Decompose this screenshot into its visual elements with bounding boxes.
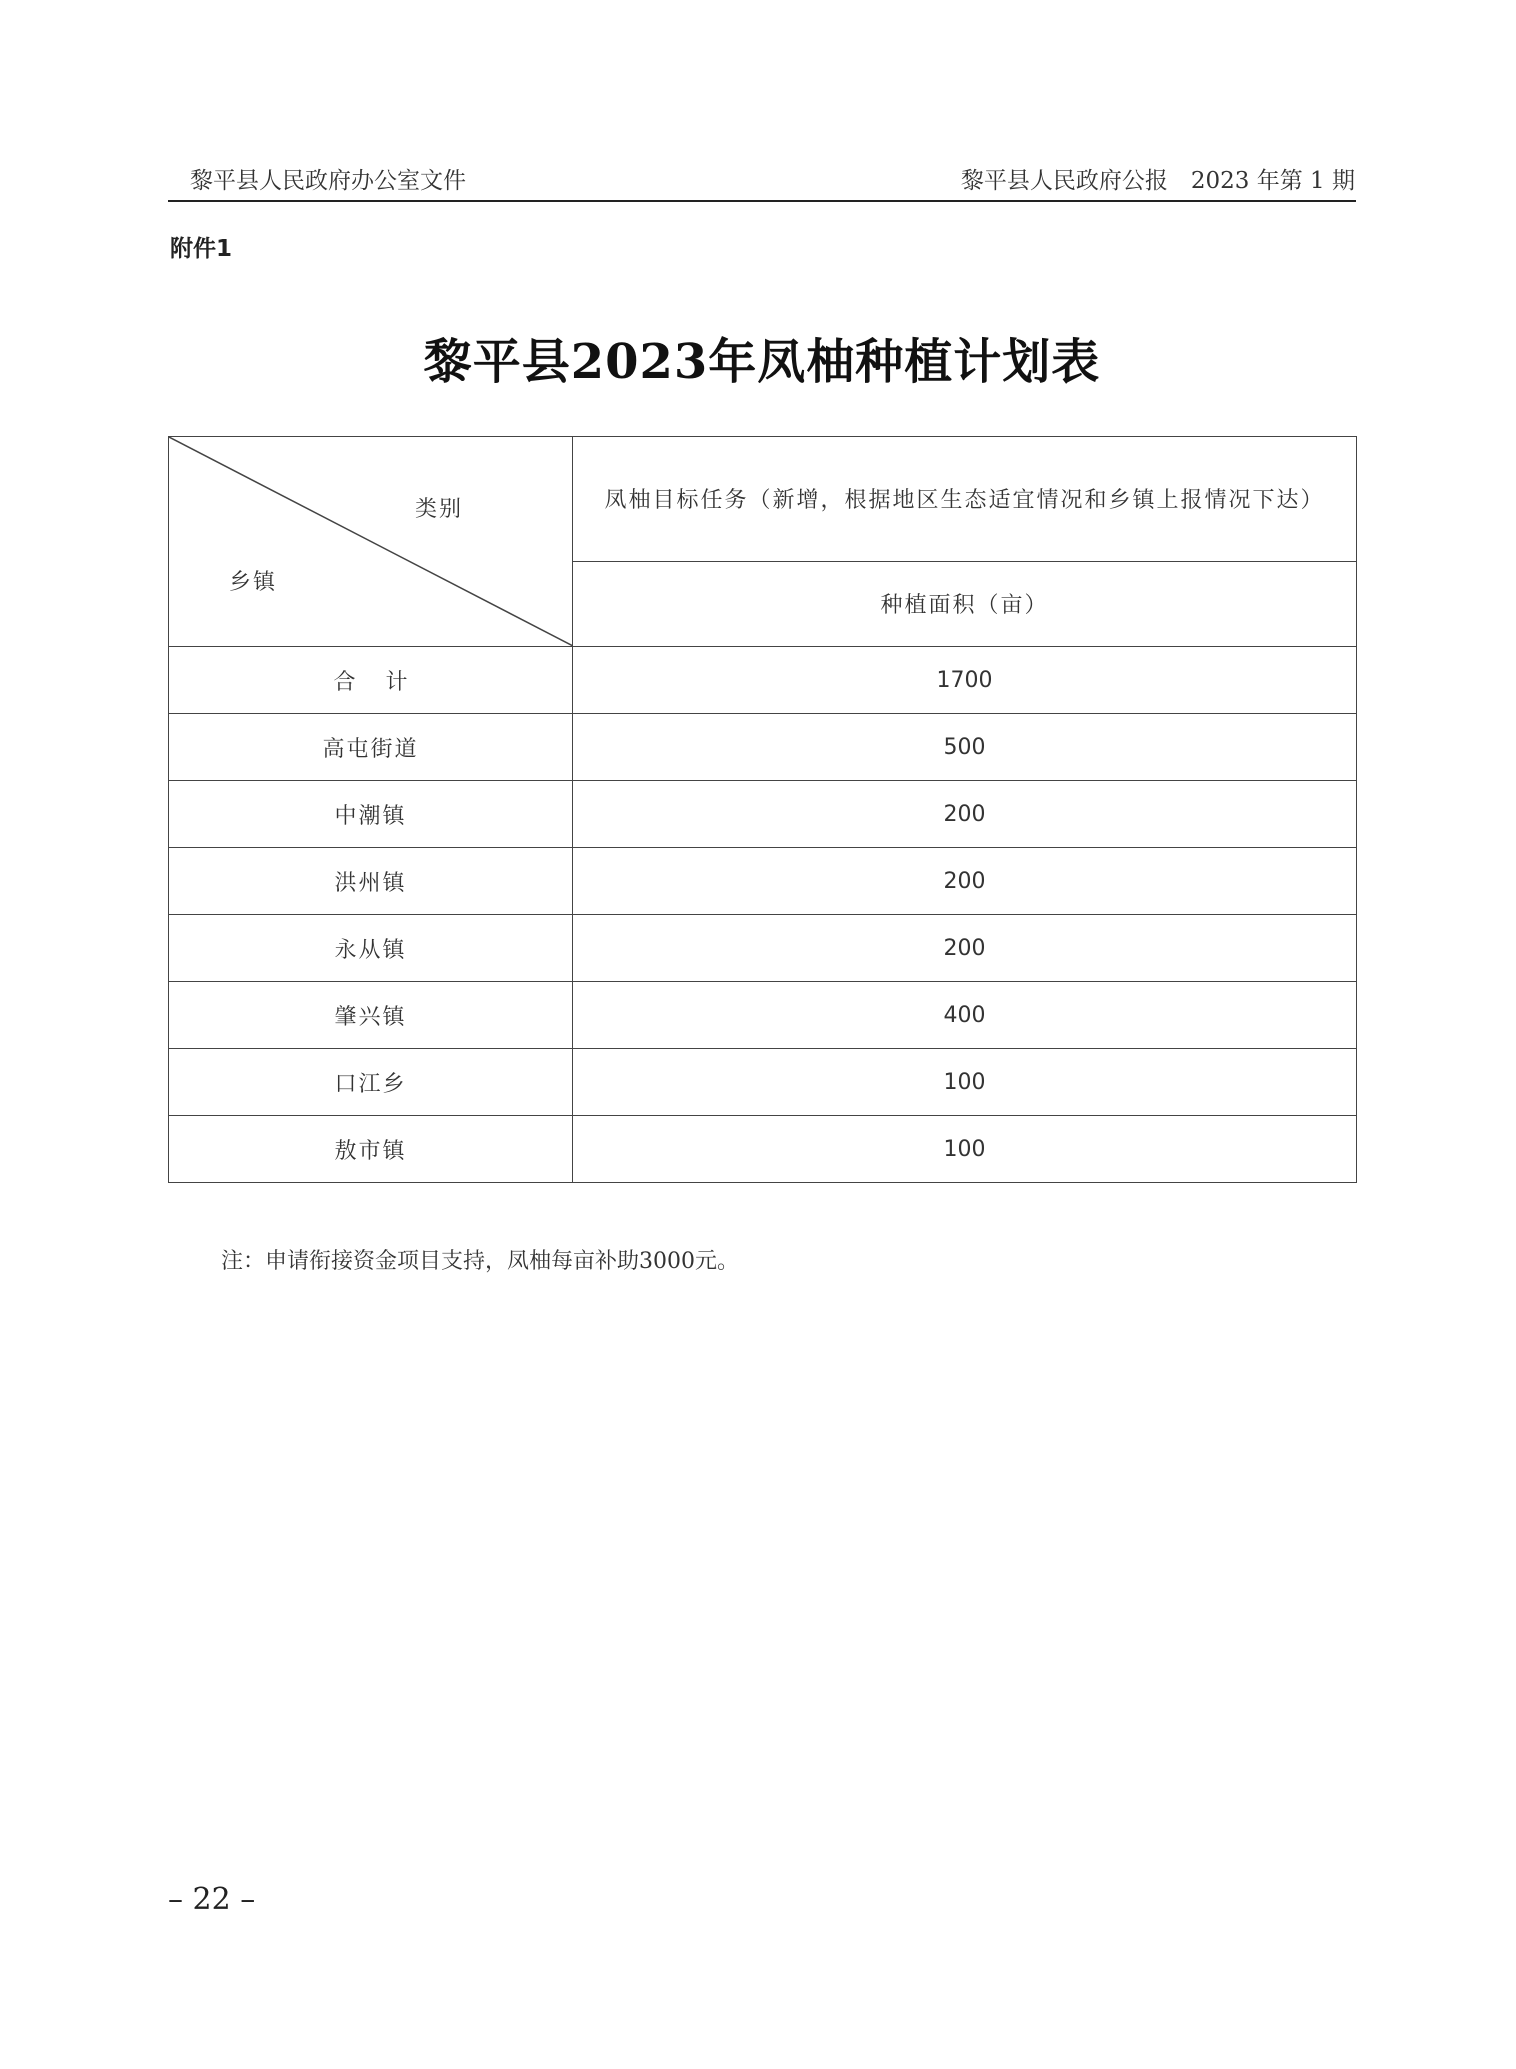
- header-publication: 黎平县人民政府公报 2023 年第 1 期: [960, 168, 1355, 194]
- table-row: [169, 982, 1357, 1049]
- area-value-cell: 200: [573, 915, 1357, 982]
- area-value-cell: 1700: [573, 647, 1357, 714]
- footnote: 注：申请衔接资金项目支持，凤柚每亩补助3000元。: [221, 1249, 739, 1274]
- town-name-cell: 敖市镇: [169, 1116, 573, 1183]
- table-row: [169, 781, 1357, 848]
- attachment-label: 附件1: [170, 236, 233, 262]
- table-row: [169, 848, 1357, 915]
- area-value-cell: 500: [573, 714, 1357, 781]
- area-value-cell: 200: [573, 848, 1357, 915]
- area-value-cell: 100: [573, 1116, 1357, 1183]
- town-name-cell: 高屯街道: [169, 714, 573, 781]
- task-header-cell: 凤柚目标任务（新增，根据地区生态适宜情况和乡镇上报情况下达）: [573, 437, 1357, 562]
- document-title: 黎平县2023年凤柚种植计划表: [423, 334, 1101, 390]
- diagonal-header-cell: [169, 437, 573, 647]
- total-label-cell: 合计: [169, 647, 573, 714]
- table-row: [169, 1049, 1357, 1116]
- diagonal-line-icon: [169, 437, 573, 646]
- table-body: [169, 647, 1357, 1183]
- table-row: [169, 714, 1357, 781]
- area-value-cell: 200: [573, 781, 1357, 848]
- area-value-cell: 100: [573, 1049, 1357, 1116]
- category-axis-label: 类别: [415, 497, 464, 522]
- town-name-cell: 口江乡: [169, 1049, 573, 1116]
- header-issuer: 黎平县人民政府办公室文件: [190, 168, 466, 194]
- area-value-cell: 400: [573, 982, 1357, 1049]
- page-number: – 22 –: [168, 1882, 256, 1917]
- table-row: [169, 647, 1357, 714]
- table-row: [169, 1116, 1357, 1183]
- town-name-cell: 永从镇: [169, 915, 573, 982]
- town-name-cell: 肇兴镇: [169, 982, 573, 1049]
- table-row: [169, 915, 1357, 982]
- town-name-cell: 洪州镇: [169, 848, 573, 915]
- town-axis-label: 乡镇: [229, 570, 278, 595]
- table-header-row: [169, 437, 1357, 562]
- planting-plan-table: [168, 436, 1357, 1183]
- town-name-cell: 中潮镇: [169, 781, 573, 848]
- header-divider: [168, 200, 1356, 202]
- area-header-cell: 种植面积（亩）: [573, 561, 1357, 646]
